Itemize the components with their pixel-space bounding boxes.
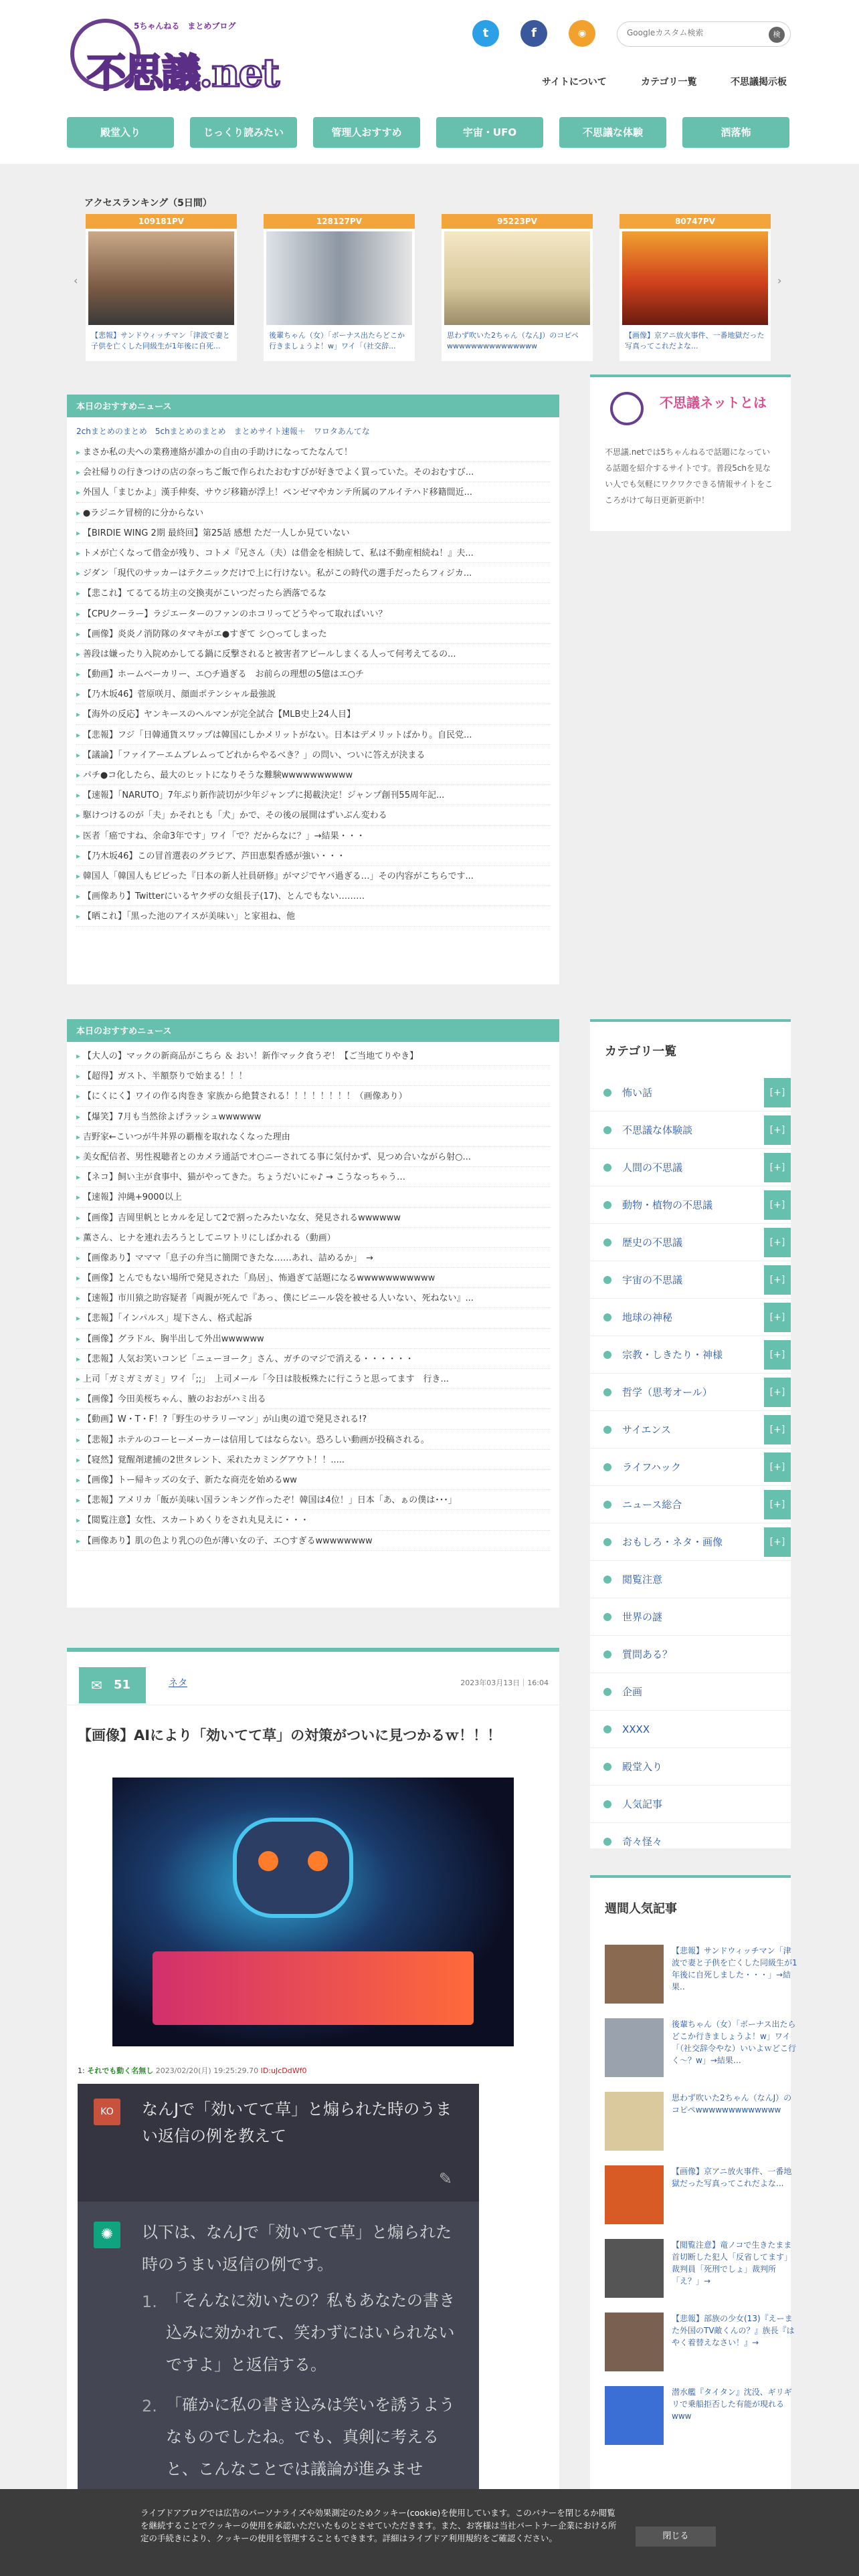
news-item[interactable]: ▸ 【動画】ホームベーカリー、エ○チ過ぎる お前らの理想の5億はエ○チ	[76, 664, 550, 684]
category-label: 怖い話	[622, 1087, 653, 1099]
weekly-caption[interactable]: 【画像】京アニ放火事件、一番地獄だった写真ってこれだよな...	[672, 2167, 792, 2188]
news-item[interactable]: ▸ 【悲報】アメリカ「飯が美味い国ランキング作ったぞ！韓国は4位！」日本「あ、ぁの僕は･･･」	[76, 1490, 550, 1510]
news-box-1	[67, 395, 559, 984]
category-item[interactable]	[590, 1074, 791, 1111]
toplink-about[interactable]: サイトについて	[542, 77, 607, 88]
ranking-pv: 128127PV	[264, 214, 415, 229]
category-item[interactable]	[590, 1523, 791, 1561]
weekly-item[interactable]	[605, 2018, 799, 2078]
expand-plus-icon[interactable]: [+]	[764, 1228, 791, 1257]
comment-count: 51	[114, 1678, 131, 1692]
category-label: 宇宙の不思議	[622, 1274, 683, 1286]
news-item[interactable]: ▸ 【画像あり】マママ「息子の弁当に簡開できたな……あれ、詰めるか」 →	[76, 1248, 550, 1268]
weekly-caption[interactable]: 【悲報】サンドウィッチマン「津波で妻と子供を亡くした同級生が1年後に自死しました・・・」→結果..	[672, 1946, 797, 1992]
news-item[interactable]: ▸ 【速報】沖縄+9000以上	[76, 1187, 550, 1207]
category-item[interactable]	[590, 1748, 791, 1786]
site-logo[interactable]	[67, 13, 288, 96]
nav-sharekowa[interactable]: 洒落怖	[682, 117, 789, 148]
news-item[interactable]: ▸ 【爆笑】7月も当然徐よげラッシュwwwwww	[76, 1107, 550, 1127]
news-item[interactable]: ▸ 上司「ガミガミガミ」ワイ「;;」 上司メール「今日は肢板殊たに行こうと思ってます 行き...	[76, 1369, 550, 1389]
post-date: 2023/02/20(月) 19:25:29.70	[155, 2066, 259, 2075]
nav-hall-of-fame[interactable]: 殿堂入り	[67, 117, 174, 148]
weekly-caption[interactable]: 思わず吹いた2ちゃん（なんJ）のコピペwwwwwwwwwwwww	[672, 2093, 792, 2115]
toplink-categories[interactable]: カテゴリ一覧	[641, 77, 697, 88]
news-item[interactable]: ▸ 【閲覧注意】女性、スカートめくりをされ丸見えに・・・	[76, 1510, 550, 1530]
news-item[interactable]: ▸ 【動画】W・T・F！?「野生のサラリーマン」が山奥の道で発見される!?	[76, 1409, 550, 1429]
category-label: 地球の神秘	[622, 1311, 673, 1323]
news-item[interactable]: ▸ ジダン「現代のサッカーはテクニックだけで上に行けない。私がこの時代の選手だったらフィジカ...	[76, 563, 550, 583]
weekly-caption[interactable]: 後輩ちゃん（女）「ボーナス出たらどこか行きましょうよ！w」ワイ「（社交辞令やな）いいよｗどこ行く〜？w」→結果…	[672, 2020, 797, 2065]
news-item[interactable]: ▸ 韓国人「韓国人もビビった『日本の新人社員研修』がマジでヤバ過ぎる…」その内容がこちらです...	[76, 866, 550, 886]
news-item[interactable]: ▸ 【画像】トー帰キッズの女子、新たな商売を始めるww	[76, 1470, 550, 1490]
ranking-caption[interactable]: 思わず吹いた2ちゃん（なんJ）のコピペwwwwwwwwwwwwwww	[447, 331, 579, 350]
chat-user-turn	[78, 2084, 479, 2202]
expand-plus-icon[interactable]: [+]	[764, 1415, 791, 1444]
category-label: XXXX	[622, 1723, 650, 1735]
news-list	[67, 442, 559, 927]
news-item[interactable]: ▸ 【悲報】ホテルのコーヒーメーカーは信用してはならない。恐ろしい動画が投稿される。	[76, 1430, 550, 1450]
news-item[interactable]: ▸ 【悲報】人気お笑いコンビ「ニューヨーク」さん、ガチのマジで消える・・・・・・	[76, 1349, 550, 1369]
news-item[interactable]: ▸ 【乃木坂46】菅原咲月、顔面ポテンシャル最強説	[76, 684, 550, 704]
ranking-caption[interactable]: 【画像】京アニ放火事件、一番地獄だった写真ってこれだよな...	[625, 331, 765, 350]
news-item[interactable]: ▸ 【BIRDIE WING 2期 最終回】第25話 感想 ただ一人しか見ていない	[76, 523, 550, 543]
chat-ai-turn	[78, 2202, 479, 2489]
article	[67, 1648, 559, 2489]
weekly-thumbnail	[605, 2018, 664, 2077]
ranking-next-icon[interactable]: ›	[777, 274, 782, 287]
logo-text: 不思議.net	[87, 50, 279, 96]
weekly-thumbnail	[605, 2239, 664, 2298]
weekly-title: 週間人気記事	[605, 1902, 677, 1916]
category-label: 歴史の不思議	[622, 1237, 683, 1249]
cookie-banner	[0, 2489, 859, 2576]
ranking-thumbnail	[622, 231, 768, 325]
category-label: 閲覧注意	[622, 1574, 663, 1586]
article-image	[112, 1778, 514, 2046]
news-box-2	[67, 1019, 559, 1608]
weekly-item[interactable]	[605, 2313, 799, 2373]
ranking-card[interactable]	[86, 214, 237, 361]
category-item[interactable]	[590, 1673, 791, 1711]
weekly-item[interactable]	[605, 2239, 799, 2299]
news-item[interactable]: ▸ 【大人の】マックの新商品がこちら ＆ おい！新作マック食うぞ！【ご当地てりやき】	[76, 1046, 550, 1066]
ranking-pv: 109181PV	[86, 214, 237, 229]
search-box	[617, 21, 791, 47]
category-item[interactable]	[590, 1448, 791, 1486]
category-item[interactable]	[590, 1299, 791, 1336]
twitter-icon[interactable]: t	[472, 20, 499, 47]
expand-plus-icon[interactable]: [+]	[764, 1490, 791, 1519]
news-item[interactable]: ▸ ●ラジニケ冒榜的に分からない	[76, 503, 550, 523]
category-box	[590, 1019, 791, 1848]
edit-icon[interactable]: ✎	[438, 2169, 452, 2188]
about-logo-icon	[610, 392, 644, 425]
article-category[interactable]: ネタ	[169, 1678, 187, 1689]
robot-eye-icon	[308, 1851, 328, 1871]
news-item[interactable]: ▸ 吉野家←こいつが牛丼界の覇権を取れなくなった理由	[76, 1127, 550, 1147]
user-avatar: KO	[94, 2099, 120, 2125]
ranking-card[interactable]	[442, 214, 593, 361]
expand-plus-icon[interactable]: [+]	[764, 1378, 791, 1407]
news-box-title: 本日のおすすめニュース	[67, 1022, 559, 1042]
chat-ai-point-1: 「そんなに効いたの？私もあなたの書き込みに効かれて、笑わずにはいられないですよ」と返信する。	[166, 2291, 455, 2374]
news-item[interactable]: ▸ 【速報】「NARUTO」7年ぶり新作読切が少年ジャンプに掲載決定！ジャンプ創刊55周年記...	[76, 785, 550, 805]
category-item[interactable]	[590, 1636, 791, 1673]
news-tabs[interactable]: 2chまとめのまとめ 5chまとめのまとめ まとめサイト速報＋ ワロタあんてな	[76, 427, 370, 436]
weekly-item[interactable]	[605, 2386, 799, 2446]
post-meta	[78, 2065, 307, 2076]
news-item[interactable]: ▸ パチ●コ化したら、最大のヒットになりそうな難験wwwwwwwwww	[76, 765, 550, 785]
weekly-caption[interactable]: 潜水艦『タイタン』沈没、ギリギリで乗船拒否した有能が現れるwww	[672, 2387, 792, 2421]
category-label: 殿堂入り	[622, 1761, 663, 1773]
expand-plus-icon[interactable]: [+]	[764, 1303, 791, 1332]
category-label: 動物・植物の不思議	[622, 1199, 713, 1211]
news-item[interactable]: ▸ 【海外の反応】ヤンキースのヘルマンが完全試合【MLB史上24人目】	[76, 704, 550, 724]
news-item[interactable]: ▸ 【画像】炎炎ノ消防隊のタマキがエ●すぎて シ○ってしまった	[76, 624, 550, 644]
ranking-thumbnail	[266, 231, 412, 325]
news-item[interactable]: ▸ 【画像】今田美桜ちゃん、腋のおおがハミ出る	[76, 1389, 550, 1409]
robot-head-icon	[233, 1818, 353, 1918]
expand-plus-icon[interactable]: [+]	[764, 1527, 791, 1557]
facebook-icon[interactable]: f	[520, 20, 547, 47]
news-item[interactable]: ▸ 会社帰りの行きつけの店の奈っちご飯で作られたおむすびが好きでよく買っていた。そのおむすび...	[76, 462, 550, 482]
category-item[interactable]	[590, 1486, 791, 1523]
chat-ai-intro: 以下は、なんJで「効いてて草」と煽られた時のうまい返信の例です。	[142, 2223, 452, 2274]
post-name: それでも動く名無し	[87, 2066, 154, 2075]
comment-icon: ✉	[91, 1677, 102, 1693]
news-item[interactable]: ▸ 駆けつけるのが「夫」かそれとも「犬」かで、その後の展開はずいぶん変わる	[76, 805, 550, 825]
weekly-thumbnail	[605, 2386, 664, 2445]
news-item[interactable]: ▸ 善段は嫌ったり入院めかしてる鍋に反撃されると被害者アピールしまくる人って何考えてるの...	[76, 644, 550, 664]
about-text: 不思議.netでは5ちゃんねるで話題になっている話題を紹介するサイトです。普段5chを見ない人でも気軽にワクワクできる情報サイトをこころがけて毎日更新更新中！	[605, 447, 773, 505]
cookie-close-button[interactable]: 閉じる	[636, 2527, 716, 2547]
news-box-title: 本日のおすすめニュース	[67, 397, 559, 417]
category-label: 人間の不思議	[622, 1162, 683, 1174]
news-item[interactable]: ▸ 【悲報】フジ「日韓通貨スワップは韓国にしかメリットがない。日本はデメリットばかり。自民党...	[76, 725, 550, 745]
category-label: 世界の謎	[622, 1611, 663, 1623]
about-box	[590, 374, 791, 531]
news-item[interactable]: ▸ 【画像あり】Twitterにいるヤクザの女組長子(17)、とんでもない………	[76, 886, 550, 906]
search-input[interactable]	[627, 28, 754, 37]
post-number: 1:	[78, 2066, 85, 2075]
weekly-thumbnail	[605, 1945, 664, 2004]
category-label: 人気記事	[622, 1798, 663, 1810]
category-item[interactable]	[590, 1561, 791, 1598]
expand-plus-icon[interactable]: [+]	[764, 1153, 791, 1182]
category-label: 奇々怪々	[622, 1836, 663, 1848]
news-item[interactable]: ▸ 【寝然】覚醒剤逮捕の2世タレント、采れたカミングアウト！！.....	[76, 1450, 550, 1470]
laptop-icon	[153, 1951, 474, 2025]
site-header	[0, 0, 859, 164]
news-item[interactable]: ▸ 【ネコ】飼い主が食事中、猫がやってきた。ちょうだいにゃ♪ → こうなっちゃう…	[76, 1167, 550, 1187]
weekly-box	[590, 1875, 797, 2490]
news-item[interactable]: ▸ 【画像】グラドル、胸半出して外出wwwwww	[76, 1329, 550, 1349]
expand-plus-icon[interactable]: [+]	[764, 1453, 791, 1482]
expand-plus-icon[interactable]: [+]	[764, 1340, 791, 1370]
ranking-title: アクセスランキング（5日間）	[84, 198, 212, 209]
ranking-pv: 95223PV	[442, 214, 593, 229]
category-item[interactable]	[590, 1411, 791, 1448]
search-button[interactable]: 検	[769, 27, 785, 43]
weekly-item[interactable]	[605, 2165, 799, 2226]
chatgpt-logo-icon: ✺	[94, 2222, 120, 2248]
expand-plus-icon[interactable]: [+]	[764, 1078, 791, 1107]
expand-plus-icon[interactable]: [+]	[764, 1265, 791, 1295]
category-item[interactable]	[590, 1598, 791, 1636]
category-label: ニュース総合	[622, 1499, 682, 1511]
weekly-thumbnail	[605, 2165, 664, 2224]
nav-mystery-experience[interactable]: 不思議な体験	[559, 117, 666, 148]
weekly-item[interactable]	[605, 2092, 799, 2152]
chat-screenshot	[78, 2084, 479, 2489]
category-item[interactable]	[590, 1111, 791, 1149]
category-item[interactable]	[590, 1823, 791, 1860]
nav-space-ufo[interactable]: 宇宙・UFO	[436, 117, 543, 148]
list-number-2: 2.	[142, 2397, 157, 2416]
category-label: 不思議な体験談	[622, 1124, 693, 1136]
news-item[interactable]: ▸ 【晒これ】「黒った池のアイスが美味い」と家祖ね、他	[76, 906, 550, 926]
article-date: 2023年03月13日｜16:04	[460, 1679, 549, 1687]
category-item[interactable]	[590, 1186, 791, 1224]
news-item[interactable]: ▸ 【乃木坂46】この冒首選表のグラビア、芦田恵梨香感が強い・・・	[76, 846, 550, 866]
news-item[interactable]: ▸ 【速報】市川猿之助容疑者「両親が死んで『あっ、僕にビニール袋を被せる人いない、死ねない』...	[76, 1288, 550, 1308]
post-id: ID:uJcDdWf0	[260, 2066, 307, 2075]
robot-eye-icon	[258, 1851, 278, 1871]
ranking-thumbnail	[444, 231, 590, 325]
category-item[interactable]	[590, 1336, 791, 1374]
comment-count-badge[interactable]	[79, 1667, 146, 1703]
category-label: ライフハック	[622, 1461, 681, 1473]
news-item[interactable]: ▸ まさか私の夫への業務連絡が誰かの自由の手助けになってたなんて！	[76, 442, 550, 462]
chat-user-message: なんJで「効いてて草」と煽られた時のうまい返信の例を教えて	[142, 2100, 452, 2145]
category-title: カテゴリ一覧	[605, 1045, 677, 1059]
category-item[interactable]	[590, 1261, 791, 1299]
weekly-thumbnail	[605, 2313, 664, 2371]
news-item[interactable]: ▸ 薫さん、ヒナを連れ去ろうとしてニワトリにしばかれる（動画）	[76, 1228, 550, 1248]
toplink-board[interactable]: 不思議掲示板	[731, 77, 787, 88]
article-title: 【画像】AIにより「効いてて草」の対策がついに見つかるｗ！！！	[78, 1727, 502, 1743]
chat-ai-point-2: 「確かに私の書き込みは笑いを誘うようなものでしたね。でも、真剣に考えると、こんなことでは議論が進みませ	[166, 2395, 455, 2478]
category-item[interactable]	[590, 1374, 791, 1411]
about-title: 不思議ネットとは	[660, 395, 767, 411]
news-item[interactable]: ▸ 美女配信者、男性視聴者とのカメラ通話でオ○ニーされてる事に気付かず、見つめ合いながら射○...	[76, 1147, 550, 1167]
logo-tagline: 5ちゃんねる まとめブログ	[134, 21, 236, 31]
news-item[interactable]: ▸ 医者「癌ですね、余命3年です」ワイ「で？だからなに？」→結果・・・	[76, 826, 550, 846]
weekly-caption[interactable]: 【悲報】部族の少女(13)『えーまた外国のTV敵くんの？』族長『はやく着替えなさい！』→	[672, 2314, 795, 2347]
category-label: 哲学（思考オール）	[622, 1386, 712, 1398]
news-item[interactable]: ▸ 【CPUクーラー】ラジエーターのファンのホコリってどうやって取ればいい？	[76, 604, 550, 624]
weekly-item[interactable]	[605, 1945, 799, 2005]
category-item[interactable]	[590, 1786, 791, 1823]
news-item[interactable]: ▸ トメが亡くなって借金が残り、コトメ『兄さん（夫）は借金を相続して、私は不動産相続ね！』夫...	[76, 543, 550, 563]
category-label: サイエンス	[622, 1424, 671, 1436]
news-list	[67, 1042, 559, 1551]
news-item[interactable]: ▸ 【悲これ】てるてる坊主の交換夷がこいつだったら洒落でるな	[76, 583, 550, 603]
ranking-caption[interactable]: 【悲報】サンドウィッチマン「津波で妻と子供を亡くした同級生が1年後に自死...	[91, 331, 230, 350]
nav-long-read[interactable]: じっくり読みたい	[190, 117, 297, 148]
ranking-card[interactable]	[264, 214, 415, 361]
news-item[interactable]: ▸ 【画像】吉岡里帆とヒカルを足して2で割ったみたいな女、発見されるwwwwww	[76, 1208, 550, 1228]
category-label: 企画	[622, 1686, 643, 1698]
rss-icon[interactable]: ◉	[569, 20, 595, 47]
category-item[interactable]	[590, 1149, 791, 1186]
news-item[interactable]: ▸ 外国人「まじかよ」漢手伸奏、サウジ移籍が浮上！ペンゼマやカンテ所属のアルイテハド移籍間近...	[76, 482, 550, 502]
list-number-1: 1.	[142, 2292, 157, 2311]
ranking-pv: 80747PV	[619, 214, 771, 229]
news-item[interactable]: ▸ 【超得】ガスト、半額祭りで始まる！！！	[76, 1066, 550, 1086]
weekly-thumbnail	[605, 2092, 664, 2151]
expand-plus-icon[interactable]: [+]	[764, 1115, 791, 1145]
news-item[interactable]: ▸ 【画像あり】肌の色より乳○の色が薄い女の子、エ○すぎるwwwwwwww	[76, 1531, 550, 1551]
category-item[interactable]	[590, 1224, 791, 1261]
category-list	[590, 1074, 791, 1860]
news-item[interactable]: ▸ 【悲報】「インパルス」堤下さん、格式起訴	[76, 1308, 550, 1328]
category-label: 宗教・しきたり・神様	[622, 1349, 723, 1361]
nav-admin-pick[interactable]: 管理人おすすめ	[313, 117, 420, 148]
news-item[interactable]: ▸ 【にくにく】ワイの作る肉巻き 家族から絶賛される！！！！！！！！（画像あり）	[76, 1086, 550, 1106]
news-item[interactable]: ▸ 【議論】「ファイアーエムブレムってどれからやるべき？」の問い、ついに答えが決まる	[76, 745, 550, 765]
cookie-text: ライブドアブログでは広告のパーソナライズや効果測定のためクッキー(cookie)を使用しています。このバナーを閉じるか閲覧を継続することでクッキーの使用を承認いただいたものとさせていただきます。また、お客様は当社パートナー企業における所定の手続きにより、クッキーの使用を管理することもできます。詳細はライブドア利用規約をご確認ください。	[140, 2508, 617, 2543]
expand-plus-icon[interactable]: [+]	[764, 1190, 791, 1220]
category-label: 質問ある？	[622, 1648, 673, 1660]
ranking-card[interactable]	[619, 214, 771, 361]
ranking-thumbnail	[88, 231, 234, 325]
ranking-prev-icon[interactable]: ‹	[74, 274, 78, 287]
news-item[interactable]: ▸ 【画像】とんでもない場所で発見された「鳥居」、怖過ぎて話題になるwwwwwwwwwww	[76, 1268, 550, 1288]
ranking-caption[interactable]: 後輩ちゃん（女）「ボーナス出たらどこか行きましょうよ！w」ワイ「（社交辞...	[269, 331, 405, 350]
category-item[interactable]	[590, 1711, 791, 1748]
weekly-caption[interactable]: 【閲覧注意】竜ノコで生きたまま首切断した犯人「反省してます」裁判員「死刑でしょ」裁判所「え？」→	[672, 2240, 793, 2286]
category-label: おもしろ・ネタ・画像	[622, 1536, 723, 1548]
